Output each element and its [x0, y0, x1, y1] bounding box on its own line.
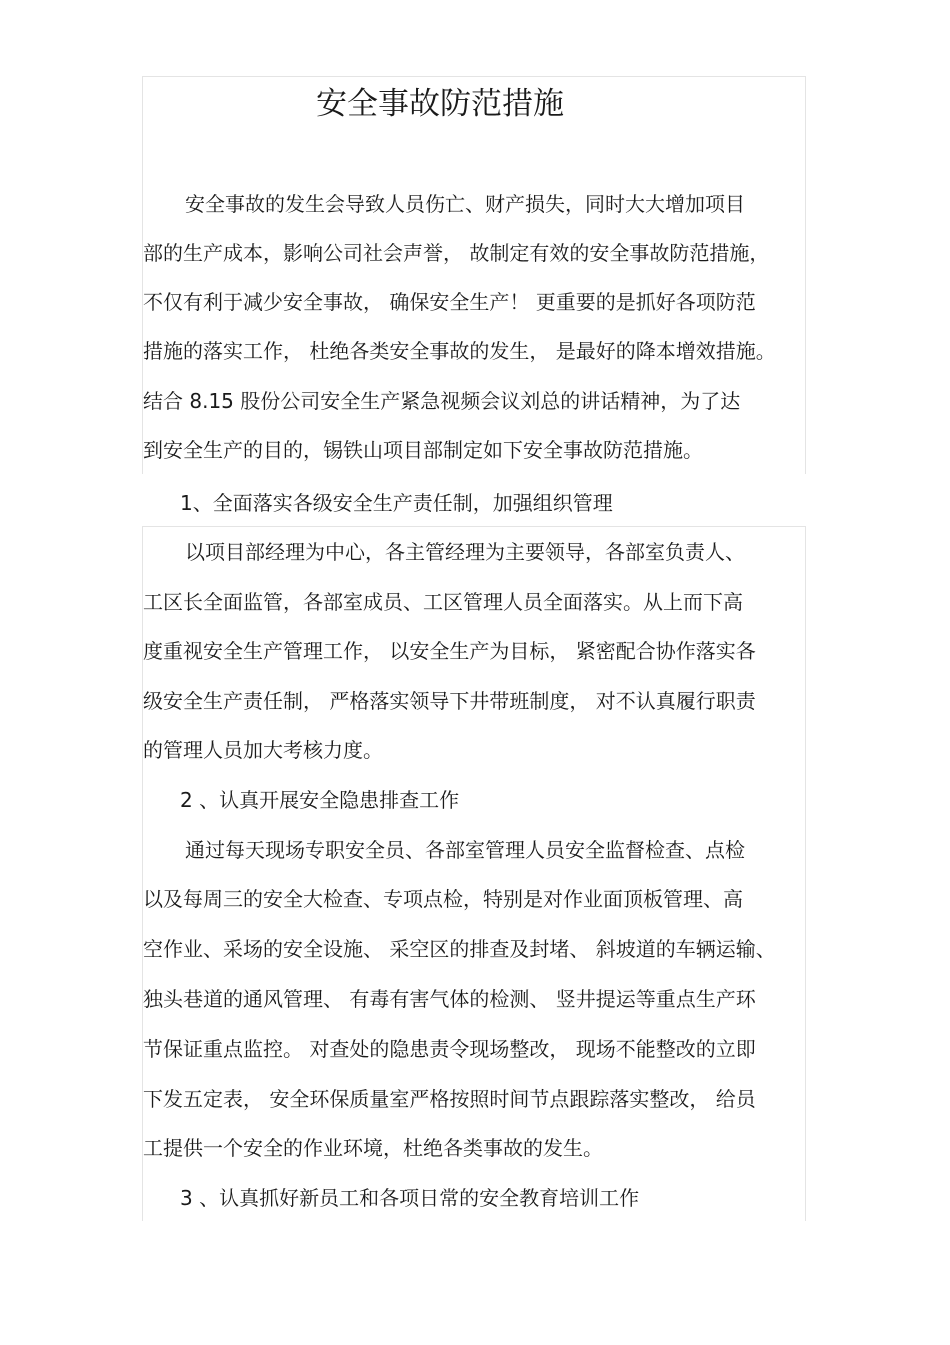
intro-line: 到安全生产的目的，锡铁山项目部制定如下安全事故防范措施。	[143, 438, 703, 462]
section-heading: 2 、认真开展安全隐患排查工作	[180, 788, 460, 812]
section-line: 下发五定表， 安全环保质量室严格按照时间节点跟踪落实整改， 给员	[143, 1087, 756, 1111]
page-frame-top	[142, 76, 806, 474]
section-line: 级安全生产责任制， 严格落实领导下井带班制度， 对不认真履行职责	[143, 689, 756, 713]
section-line: 独头巷道的通风管理、 有毒有害气体的检测、 竖井提运等重点生产环	[143, 987, 756, 1011]
intro-line: 措施的落实工作， 杜绝各类安全事故的发生， 是最好的降本增效措施。	[143, 339, 776, 363]
section-line: 以项目部经理为中心，各主管经理为主要领导，各部室负责人、	[185, 540, 745, 564]
intro-line: 结合 8.15 股份公司安全生产紧急视频会议刘总的讲话精神，为了达	[143, 389, 741, 413]
page-frame-bottom	[142, 526, 806, 1221]
section-line: 空作业、采场的安全设施、 采空区的排查及封堵、 斜坡道的车辆运输、	[143, 937, 776, 961]
intro-line: 不仅有利于减少安全事故， 确保安全生产！ 更重要的是抓好各项防范	[143, 290, 756, 314]
section-line: 工提供一个安全的作业环境，杜绝各类事故的发生。	[143, 1136, 603, 1160]
document-title: 安全事故防范措施	[316, 86, 564, 122]
section-line: 通过每天现场专职安全员、各部室管理人员安全监督检查、点检	[185, 838, 745, 862]
section-line: 的管理人员加大考核力度。	[143, 738, 383, 762]
intro-line: 部的生产成本，影响公司社会声誉， 故制定有效的安全事故防范措施，	[143, 241, 770, 265]
section-line: 节保证重点监控。 对查处的隐患责令现场整改， 现场不能整改的立即	[143, 1037, 756, 1061]
intro-line: 安全事故的发生会导致人员伤亡、财产损失，同时大大增加项目	[185, 192, 745, 216]
section-line: 工区长全面监管，各部室成员、工区管理人员全面落实。从上而下高	[143, 590, 743, 614]
section-heading: 1、全面落实各级安全生产责任制，加强组织管理	[180, 491, 613, 515]
section-line: 以及每周三的安全大检查、专项点检，特别是对作业面顶板管理、高	[143, 887, 743, 911]
section-line: 度重视安全生产管理工作， 以安全生产为目标， 紧密配合协作落实各	[143, 639, 756, 663]
section-heading: 3 、认真抓好新员工和各项日常的安全教育培训工作	[180, 1186, 640, 1210]
